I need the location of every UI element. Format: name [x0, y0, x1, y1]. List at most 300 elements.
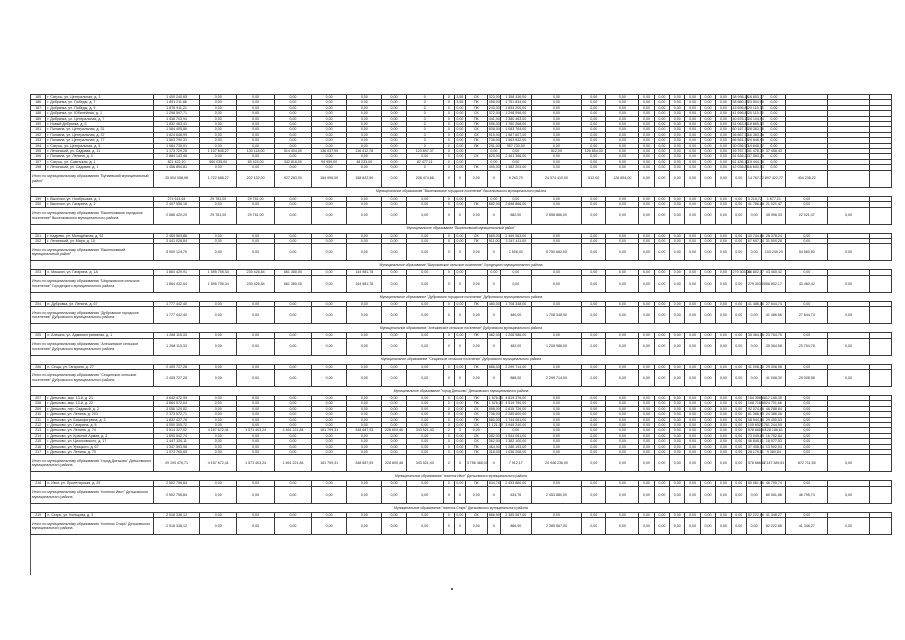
value-cell: 126 854,00 [582, 149, 606, 154]
value-cell: 882,00 [488, 202, 500, 207]
total-value-cell: 1 571 403,24 [237, 455, 274, 472]
total-value-cell: 0,00 [312, 307, 347, 324]
value-cell: 0,00 [382, 512, 406, 517]
value-cell: 0,00 [274, 412, 311, 417]
address-cell: с. Мишкин, ул. Гагарина, д. 1А [46, 270, 154, 275]
total-value-cell: 0,00 [828, 207, 870, 224]
value-cell: 0,00 [685, 165, 700, 170]
value-cell: 0,00 [685, 395, 700, 400]
total-value-cell: 866,90 [500, 518, 531, 535]
value-cell: 0,00 [487, 270, 500, 275]
total-value-cell: 0,00 [731, 170, 746, 187]
total-label: Итого по муниципальному образованию "Бунаевский муниципальный район" [31, 170, 154, 187]
value-cell: 58 544,88 [747, 417, 764, 422]
value-cell: 0,00 [716, 143, 731, 148]
total-value-cell: 7 912,17 [500, 455, 531, 472]
value-cell: 495,00 [488, 165, 500, 170]
address-cell: г. Полазна, ул. Центральная, д. 31 [46, 127, 154, 132]
total-value-cell: 0,00 [347, 338, 382, 355]
value-cell: 957 730,00 [500, 143, 531, 148]
address-cell: г. Добрянка, ул. Победы, д. 9 [46, 105, 154, 110]
section-header-row [31, 187, 892, 196]
value-cell: 0,00 [456, 196, 464, 201]
value-cell: 0,00 [582, 512, 606, 517]
value-cell: 0,00 [582, 100, 606, 105]
value-cell: 0,00 [382, 100, 406, 105]
value-cell: 0,00 [731, 196, 746, 201]
total-value-cell: 0,00 [700, 170, 715, 187]
value-cell: 0,00 [716, 116, 731, 121]
value-cell: 0,00 [456, 450, 464, 454]
value-cell: 0,00 [731, 395, 746, 400]
value-cell: 0,00 [700, 406, 715, 411]
value-cell: 1 382 203,00 [500, 165, 531, 170]
value-cell: 0,00 [347, 401, 382, 406]
total-value-cell: 0,00 [606, 518, 639, 535]
section-header-row [31, 386, 892, 395]
total-value-cell: 0,00 [828, 518, 870, 535]
value-cell: ПК [465, 450, 487, 455]
value-cell: СК [465, 433, 487, 438]
value-cell: 0,00 [582, 238, 606, 243]
value-cell: 0,00 [700, 481, 715, 486]
value-cell: 0,00 [700, 116, 715, 121]
value-cell: 51 636,21 [732, 154, 749, 159]
value-cell: 43 460,42 [762, 270, 786, 275]
total-value-cell: 0,00 [465, 207, 487, 224]
total-value-cell: 0,00 [382, 518, 406, 535]
value-cell: 86 802,17 [747, 270, 764, 275]
value-cell: 0,00 [274, 401, 311, 406]
value-cell: 0,00 [382, 333, 406, 338]
total-value-cell: 0,00 [406, 244, 443, 261]
value-cell: 0,00 [700, 127, 715, 132]
value-cell: 73 045,85 [747, 433, 764, 438]
value-cell: 0,00 [312, 422, 347, 427]
total-value-cell: 0,00 [606, 369, 639, 386]
total-value-cell: 0,00 [639, 307, 654, 324]
value-cell: 0,00 [670, 143, 685, 148]
value-cell: 1 876 911,21 [154, 105, 200, 110]
value-cell: 0,00 [406, 417, 443, 422]
total-value-cell: 0,00 [606, 275, 639, 292]
section-header-row [31, 355, 892, 364]
document-page [30, 94, 892, 535]
value-cell: 0,00 [531, 481, 582, 486]
value-cell: 0,00 [582, 132, 606, 137]
value-cell: 0 [443, 439, 454, 444]
total-value-cell: 4 167 672,41 [200, 455, 237, 472]
total-value-cell: 0,00 [406, 338, 443, 355]
value-cell: 0,00 [700, 270, 715, 275]
value-cell: 318,00 [488, 450, 500, 454]
value-cell: 0,00 [731, 433, 746, 438]
total-value-cell: 202 132,00 [237, 170, 274, 187]
section-header-row [31, 324, 892, 333]
value-cell: 0 [406, 165, 443, 170]
value-cell: 24 104,94 [747, 116, 764, 121]
value-cell: 1 690 542,74 [154, 433, 200, 438]
funding-table [30, 94, 892, 535]
total-value-cell: 0,00 [731, 518, 746, 535]
value-cell: 0,00 [200, 122, 237, 127]
section-title: Муниципальное образование "город Дятьково" Дятьковского муниципального района [31, 386, 892, 395]
value-cell: 0,00 [531, 270, 582, 275]
total-value-cell: 0,00 [685, 455, 700, 472]
value-cell: 0,00 [716, 270, 731, 275]
value-cell: 0,00 [312, 122, 347, 127]
address-cell: г. Добрянка, ул. Центральная, д. 7 [46, 116, 154, 121]
value-cell: 0,00 [347, 165, 382, 170]
value-cell: 0,00 [716, 196, 731, 201]
value-cell: 4 050 305,72 [154, 422, 200, 427]
value-cell: 0,00 [606, 444, 639, 449]
value-cell: 0,00 [200, 439, 237, 444]
value-cell: 0,00 [670, 406, 685, 411]
value-cell: 0,00 [382, 159, 406, 164]
value-cell: 0,00 [531, 422, 582, 427]
total-value-cell: 24 948 236,00 [531, 455, 582, 472]
value-cell: 0,00 [582, 111, 606, 116]
value-cell: 0 [443, 395, 454, 400]
value-cell: 0,00 [786, 202, 828, 207]
value-cell: 0,00 [582, 433, 606, 438]
address-cell: г. Дятьково, ул. Урицкого, д. 67 [46, 444, 154, 449]
value-cell: 1 208 986,00 [500, 333, 531, 338]
value-cell: 0,00 [382, 301, 406, 306]
value-cell: 65 424,00 [237, 159, 274, 164]
total-value-cell: 0,00 [731, 486, 746, 503]
value-cell: 181 799,31 [312, 428, 347, 433]
value-cell: 480,00 [488, 301, 500, 306]
total-value-cell: 0,00 [685, 486, 700, 503]
total-value-cell: 0,00 [406, 207, 443, 224]
total-value-cell: 0,00 [639, 207, 654, 224]
value-cell: 136 037,90 [312, 149, 347, 154]
value-cell: 0,00 [606, 105, 639, 110]
total-value-cell: 0,00 [406, 518, 443, 535]
total-value-cell: 0,00 [406, 307, 443, 324]
value-cell: 0,00 [716, 122, 731, 127]
value-cell: 0,00 [670, 111, 685, 116]
value-cell: СК [465, 132, 487, 137]
value-cell: 0,00 [582, 233, 606, 238]
value-cell: 0,00 [786, 333, 828, 338]
value-cell: 0,00 [582, 395, 606, 400]
value-cell: 0,00 [606, 439, 639, 444]
total-value-cell: 0,00 [639, 486, 654, 503]
value-cell: 0,00 [606, 512, 639, 517]
total-value-cell: 0 [454, 307, 465, 324]
row-number: 196 [31, 154, 46, 159]
value-cell: 0,00 [582, 428, 606, 433]
value-cell: 0,00 [606, 270, 639, 275]
value-cell: 0,00 [531, 196, 582, 201]
total-value-cell: 0,00 [606, 455, 639, 472]
value-cell: 28 378,24 [762, 233, 786, 238]
row-number: 188 [31, 111, 46, 116]
total-value-cell: 0,00 [746, 244, 761, 261]
value-cell: 0,00 [274, 450, 311, 455]
value-cell: 0,00 [237, 105, 274, 110]
value-cell: 0,00 [716, 100, 731, 105]
value-cell: 0 [443, 412, 454, 417]
value-cell: 1 864 429,91 [154, 270, 200, 275]
empty-cell [869, 455, 891, 472]
value-cell: 0,00 [456, 116, 464, 121]
value-cell: 0,00 [731, 428, 746, 433]
value-cell: 0,00 [639, 417, 654, 422]
value-cell: 41 008,30 [747, 364, 764, 369]
value-cell: 458,00 [488, 100, 500, 105]
value-cell: 0,00 [670, 270, 685, 275]
value-cell: 0,00 [639, 233, 654, 238]
value-cell: 0,00 [382, 417, 406, 422]
value-cell: 0,00 [685, 301, 700, 306]
value-cell: 0,00 [237, 439, 274, 444]
total-value-cell: 0,00 [274, 244, 311, 261]
value-cell: 46 795,74 [762, 481, 786, 486]
value-cell: 0,00 [531, 428, 582, 433]
value-cell: 0 [443, 301, 454, 306]
total-value-cell: 80 061,86 [762, 486, 786, 503]
total-value-cell: 0,00 [606, 307, 639, 324]
value-cell: 20 115,75 [747, 105, 764, 110]
value-cell: 0,00 [606, 111, 639, 116]
value-cell: 0,00 [786, 395, 828, 400]
value-cell: 0,00 [531, 127, 582, 132]
value-cell: 0,00 [406, 238, 443, 243]
value-cell: 0,00 [312, 165, 347, 170]
total-value-cell: 24 574 410,00 [531, 170, 582, 187]
total-value-cell: 82 222,86 [762, 518, 786, 535]
value-cell: 0,00 [582, 364, 606, 369]
total-value-cell: 0,00 [465, 307, 487, 324]
total-value-cell: 41 008,30 [762, 369, 786, 386]
total-row [31, 207, 892, 224]
value-cell: 0,00 [582, 116, 606, 121]
value-cell: 0 [443, 450, 454, 455]
total-value-cell: X [487, 518, 500, 535]
value-cell: 0,00 [700, 132, 715, 137]
value-cell: 1 173 729,25 [154, 149, 200, 154]
value-cell: 0,00 [500, 196, 531, 201]
value-cell: 0,00 [312, 111, 347, 116]
value-cell: 46 848,81 [747, 439, 764, 444]
value-cell: 0,00 [654, 401, 669, 406]
total-value-cell: 0,00 [828, 244, 870, 261]
value-cell: 736,00 [488, 412, 500, 417]
address-cell: г. Сатрос, ул. Центральная, д. 5 [46, 143, 154, 148]
value-cell: 60 167,36 [732, 127, 749, 132]
value-cell: 0 [443, 333, 454, 338]
value-cell: 0,00 [654, 202, 669, 207]
value-cell: 0,00 [312, 132, 347, 137]
value-cell: 0,00 [200, 111, 237, 116]
value-cell: 514 404,00 [274, 149, 311, 154]
value-cell: 1 107 845,27 [200, 149, 237, 154]
total-value-cell: 0,00 [582, 518, 606, 535]
value-cell: 0,00 [700, 154, 715, 159]
total-value-cell: 0,00 [746, 207, 761, 224]
row-number: 219 [31, 512, 46, 517]
value-cell: 0,00 [786, 417, 828, 422]
value-cell: 0 [406, 132, 443, 137]
value-cell: 1 791 834,00 [500, 100, 531, 105]
value-cell: 0,00 [347, 481, 382, 486]
value-cell: 274 614,64 [154, 196, 200, 201]
value-cell: 0,00 [685, 159, 700, 164]
value-cell: 0,00 [274, 95, 311, 100]
total-value-cell: 1 864 432,64 [154, 275, 200, 292]
value-cell: 0,00 [654, 417, 669, 422]
row-number: 199 [31, 196, 46, 201]
value-cell: 0,00 [786, 433, 828, 438]
value-cell: 0 [443, 154, 454, 159]
value-cell: 0 [443, 406, 454, 411]
value-cell: 0,00 [200, 512, 237, 517]
value-cell: 0,00 [685, 364, 700, 369]
row-number: 214 [31, 433, 46, 438]
value-cell: 1 400 240,65 [154, 95, 200, 100]
value-cell: 0,00 [406, 401, 443, 406]
value-cell: 0,00 [762, 116, 786, 121]
total-value-cell: 0,00 [716, 307, 731, 324]
value-cell: 0,00 [347, 395, 382, 400]
value-cell: 0,00 [347, 154, 382, 159]
total-value-cell: 0,00 [670, 307, 685, 324]
value-cell: 0,00 [685, 433, 700, 438]
value-cell: 0,00 [500, 159, 531, 164]
value-cell: 0,00 [237, 301, 274, 306]
value-cell: 0,00 [639, 444, 654, 449]
value-cell: 0,00 [606, 412, 639, 417]
value-cell: 0,00 [716, 111, 731, 116]
value-cell: 0,00 [347, 138, 382, 143]
empty-cell [828, 170, 870, 187]
value-cell: 0,00 [531, 439, 582, 444]
value-cell: ПК [465, 417, 487, 422]
value-cell: 0,00 [456, 233, 464, 238]
value-cell: 0,00 [685, 439, 700, 444]
value-cell: 43 696,81 [732, 105, 749, 110]
address-cell: г. Добрянка, ул. Юбилейная, д. 1 [46, 111, 154, 116]
value-cell: 1 358 436,00 [500, 95, 531, 100]
value-cell: 0,00 [274, 138, 311, 143]
value-cell: 0,00 [531, 165, 582, 170]
value-cell: 0 [406, 116, 443, 121]
value-cell: 1 832 463,41 [154, 122, 200, 127]
value-cell: 0,00 [312, 481, 347, 486]
value-cell: ПК [465, 238, 487, 243]
value-cell: 0,00 [654, 481, 669, 486]
total-value-cell: 0,00 [700, 244, 715, 261]
section-title: Муниципальное образование "поселок Старь" Дятьковского муниципального района [31, 503, 892, 512]
total-value-cell: 0,00 [347, 307, 382, 324]
value-cell: 0,00 [456, 202, 464, 207]
value-cell: 0,00 [382, 105, 406, 110]
value-cell: 0,00 [606, 364, 639, 369]
value-cell: 0,00 [670, 233, 685, 238]
total-value-cell: 43 460,42 [786, 275, 828, 292]
value-cell: 16 600,53 [747, 165, 764, 170]
value-cell: СК [465, 406, 487, 411]
row-number: 202 [31, 238, 46, 243]
total-value-cell: 0,00 [531, 275, 582, 292]
total-value-cell: 0,00 [828, 455, 870, 472]
value-cell: 0,00 [200, 95, 237, 100]
total-value-cell: X [487, 307, 500, 324]
row-number: 201 [31, 233, 46, 238]
value-cell: 1 777 442,40 [154, 301, 200, 306]
value-cell: 0,00 [200, 406, 237, 411]
value-cell: 0,00 [456, 132, 464, 137]
value-cell: 0,00 [531, 512, 582, 517]
value-cell: СК [465, 233, 487, 238]
total-value-cell: 480,00 [500, 307, 531, 324]
value-cell: 0,00 [639, 165, 654, 170]
total-value-cell: 0,00 [670, 338, 685, 355]
address-cell: г. Добрянка, ул. Победы, д. 7 [46, 100, 154, 105]
value-cell: 0,00 [274, 132, 311, 137]
address-cell: г. Выселки, ул. Гагарина, д. 2 [46, 202, 154, 207]
total-value-cell: 2 299 714,00 [531, 369, 582, 386]
value-cell: 0,00 [582, 439, 606, 444]
value-cell: 0,00 [312, 202, 347, 207]
value-cell: 0,00 [200, 233, 237, 238]
total-value-cell: 0 [454, 518, 465, 535]
value-cell: 0 [406, 105, 443, 110]
value-cell: 0,00 [685, 333, 700, 338]
value-cell: 0,00 [685, 481, 700, 486]
value-cell: 0,00 [731, 301, 746, 306]
value-cell: 0,00 [274, 116, 311, 121]
row-number: 211 [31, 417, 46, 422]
total-value-cell: 0,00 [274, 307, 311, 324]
total-value-cell: 0,00 [347, 518, 382, 535]
value-cell: 0,00 [237, 422, 274, 427]
value-cell: 1 268 115,33 [154, 333, 200, 338]
value-cell: 0,00 [582, 159, 606, 164]
value-cell: 0,00 [382, 412, 406, 417]
value-cell: 565,00 [488, 233, 500, 238]
total-value-cell: 0,00 [606, 244, 639, 261]
value-cell: 382,00 [488, 433, 500, 438]
value-cell: 0,00 [312, 433, 347, 438]
value-cell: 2 461 366,00 [500, 154, 531, 159]
value-cell: 0 [443, 238, 454, 243]
total-value-cell: 0,00 [639, 170, 654, 187]
value-cell: 0,00 [312, 417, 347, 422]
value-cell: 2 299 714,00 [500, 364, 531, 369]
value-cell: 0,00 [200, 422, 237, 427]
value-cell: 0,00 [654, 138, 669, 143]
address-cell: г. Дятьково, ул. Циолковского, д. 17 [46, 439, 154, 444]
value-cell: 0,00 [531, 406, 582, 411]
value-cell: 0,00 [606, 196, 639, 201]
total-value-cell: 1 268 115,33 [154, 338, 200, 355]
value-cell: 0,00 [382, 149, 406, 154]
value-cell: 0,00 [456, 238, 464, 243]
total-value-cell: 0,00 [685, 307, 700, 324]
total-row [31, 244, 892, 261]
value-cell: 0,00 [731, 444, 746, 449]
value-cell: 0,00 [582, 105, 606, 110]
total-value-cell: 0,00 [465, 338, 487, 355]
value-cell: 0,00 [654, 428, 669, 433]
total-value-cell: 0,00 [382, 307, 406, 324]
value-cell: 0,00 [654, 196, 669, 201]
